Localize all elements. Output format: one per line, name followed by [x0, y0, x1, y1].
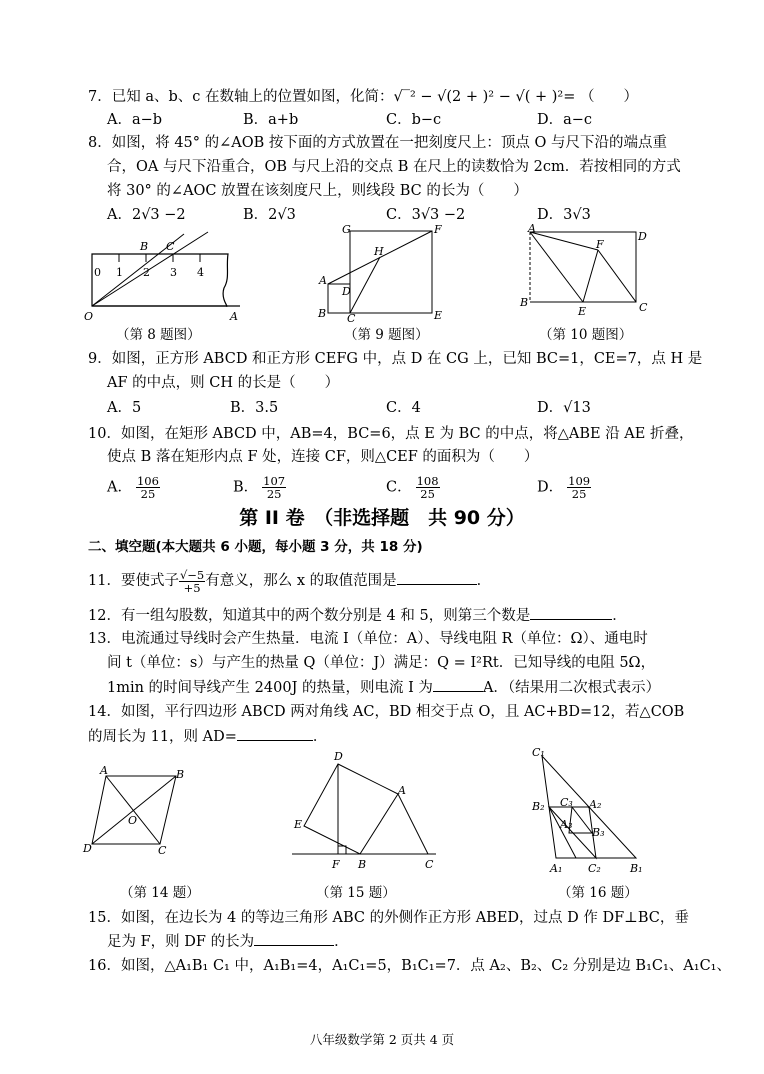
fig9-squares-diagram: [310, 222, 450, 322]
numerator: √−5: [179, 567, 205, 582]
option-label: A．: [107, 479, 132, 496]
fig14-caption: （第 14 题）: [120, 885, 200, 901]
denominator: 25: [420, 487, 435, 501]
q7-option-a: A．a−b: [107, 112, 163, 128]
q12-text: 12．有一组勾股数，知道其中的两个数分别是 4 和 5，则第三个数是: [88, 608, 531, 624]
label-b1: B₁: [630, 862, 643, 875]
segment-af: [530, 232, 598, 250]
fig9-caption: （第 9 题图）: [344, 327, 429, 343]
label-a: A: [528, 222, 536, 235]
ruler-shape: [92, 254, 228, 306]
fig16-caption: （第 16 题）: [558, 885, 638, 901]
q13-line2: 间 t（单位：s）与产生的热量 Q（单位：J）满足：Q = I²Rt．已知导线的电阻 5Ω，: [107, 655, 656, 671]
label-f: F: [596, 238, 604, 251]
label-c: C: [158, 844, 167, 857]
denominator: 25: [140, 487, 156, 501]
q9-option-c: C．4: [386, 400, 421, 416]
option-fraction: [136, 475, 160, 500]
q8-option-a: A．2√3 −2: [107, 207, 186, 223]
q13-line1: 13．电流通过导线时会产生热量．电流 I（单位：A）、导线电阻 R（单位：Ω）、通电时: [88, 631, 648, 647]
option-fraction: [262, 475, 286, 500]
segment-fc: [598, 250, 636, 302]
label-b3: B₃: [592, 826, 605, 839]
label-a1: A₁: [550, 862, 563, 875]
label-a: A: [100, 764, 108, 777]
diagonal-ac: [106, 776, 160, 844]
q14-line1: 14．如图，平行四边形 ABCD 两对角线 AC，BD 相交于点 O，且 AC+BD=12，若△COB: [88, 704, 685, 720]
q10-option-c: [386, 475, 440, 500]
label-c3: C₃: [560, 796, 573, 809]
label-b2: B₂: [532, 800, 545, 813]
q11-end: ．: [476, 573, 492, 589]
numerator: 109: [568, 474, 591, 488]
tick-label-4: 4: [197, 266, 204, 279]
fig14-parallelogram-diagram: [80, 764, 200, 860]
q7-stem: 7．已知 a、b、c 在数轴上的位置如图，化简：√‾² − √(2 + )² − √( + )²= （ ）: [88, 89, 638, 105]
segment-ac: [398, 794, 428, 854]
segment-ae: [530, 232, 583, 302]
option-fraction: [416, 475, 440, 500]
q13-line3: [107, 677, 660, 698]
label-o: O: [84, 310, 94, 323]
page-footer: 八年级数学第 2 页共 4 页: [309, 1032, 455, 1047]
q8-line2: 合，OA 与尺下沿重合，OB 与尺上沿的交点 B 在尺上的读数恰为 2cm．若按相同的方式: [107, 159, 681, 175]
label-b: B: [176, 768, 185, 781]
denominator: +5: [183, 580, 201, 595]
q8-option-b: B．2√3: [243, 207, 296, 223]
answer-blank[interactable]: [254, 931, 334, 946]
q7-option-b: B．a+b: [243, 112, 299, 128]
option-fraction: [567, 475, 591, 500]
label-f: F: [434, 223, 442, 236]
label-a: A: [398, 784, 406, 797]
q8-option-d: D．3√3: [537, 207, 591, 223]
label-b: B: [520, 296, 529, 309]
q12-end: ．: [612, 608, 627, 624]
fig15-caption: （第 15 题）: [316, 885, 396, 901]
label-c: C: [166, 240, 175, 253]
numerator: 106: [136, 474, 159, 488]
label-e: E: [434, 309, 443, 322]
right-angle-mark: [338, 846, 346, 854]
tick-label-2: 2: [143, 266, 150, 279]
option-label: B．: [233, 479, 259, 496]
tick-label-0: 0: [94, 266, 101, 279]
q8-line3: 将 30° 的∠AOC 放置在该刻度尺上，则线段 BC 的长为（ ）: [107, 183, 528, 199]
q10-option-a: [107, 475, 160, 500]
part-heading: 二、填空题(本大题共 6 小题，每小题 3 分，共 18 分): [88, 539, 423, 555]
answer-blank[interactable]: [433, 677, 483, 692]
label-c2: C₂: [588, 862, 601, 875]
denominator: 25: [266, 487, 282, 501]
diagonal-bd: [92, 776, 176, 844]
answer-blank[interactable]: [530, 605, 612, 620]
label-c: C: [425, 858, 434, 871]
q11-after: 有意义，那么 x 的取值范围是: [205, 573, 397, 589]
option-label: C．: [386, 479, 412, 496]
square-abed: [304, 764, 398, 854]
tick-label-3: 3: [170, 266, 177, 279]
fig8-caption: （第 8 题图）: [116, 327, 201, 343]
fig8-ruler-diagram: [80, 228, 250, 324]
label-b: B: [358, 858, 367, 871]
q14-line2-text: 的周长为 11，则 AD=: [88, 729, 237, 745]
fig16-nested-triangles-diagram: [528, 744, 668, 876]
ray-ob: [92, 232, 208, 306]
label-h: H: [374, 245, 384, 258]
numerator: 107: [263, 474, 286, 488]
section-title: 第 II 卷 （非选择题 共 90 分）: [239, 507, 525, 529]
q15-end: ．: [334, 934, 349, 950]
q11-fraction: [179, 569, 205, 594]
q8-line1: 8．如图，将 45° 的∠AOB 按下面的方式放置在一把刻度尺上：顶点 O 与尺下沿的端点重: [88, 135, 668, 151]
label-a3: A₃: [560, 818, 573, 831]
label-e: E: [294, 818, 303, 831]
q14-line2: [88, 726, 327, 747]
q15-line1: 15．如图，在边长为 4 的等边三角形 ABC 的外侧作正方形 ABED，过点 D 作 DF⊥BC，垂: [88, 910, 689, 926]
label-b: B: [140, 240, 149, 253]
q15-line2: [107, 931, 349, 952]
q9-option-a: A．5: [107, 400, 142, 416]
option-label: D．: [537, 479, 564, 496]
q12: [88, 605, 627, 626]
q8-option-c: C．3√3 −2: [386, 207, 466, 223]
label-d: D: [334, 750, 343, 763]
tick-label-1: 1: [116, 266, 123, 279]
label-a: A: [230, 310, 238, 323]
q11-before: 11．要使式子: [88, 573, 179, 589]
q9-option-b: B．3.5: [230, 400, 279, 416]
label-g: G: [342, 223, 351, 236]
q11: [88, 566, 491, 596]
label-c: C: [639, 301, 648, 314]
fig10-rectangle-diagram: [518, 222, 658, 322]
q9-option-d: D．√13: [537, 400, 591, 416]
fig10-caption: （第 10 题图）: [539, 327, 633, 343]
label-f: F: [332, 858, 340, 871]
q10-option-b: [233, 475, 286, 500]
q10-line1: 10．如图，在矩形 ABCD 中，AB=4，BC=6，点 E 为 BC 的中点，将△ABE 沿 AE 折叠，: [88, 426, 694, 442]
answer-blank[interactable]: [397, 570, 477, 585]
label-d: D: [342, 285, 351, 298]
label-d: D: [638, 230, 647, 243]
rect-top-right-bottom: [530, 232, 636, 302]
label-d: D: [83, 842, 92, 855]
label-o: O: [128, 814, 138, 827]
q10-line2: 使点 B 落在矩形内点 F 处，连接 CF，则△CEF 的面积为（ ）: [107, 449, 539, 465]
segment-fe: [583, 250, 598, 302]
q9-line2: AF 的中点，则 CH 的长是（ ）: [107, 375, 340, 391]
square-cefg: [350, 231, 432, 313]
fig15-triangle-square-diagram: [286, 750, 446, 874]
label-b: B: [318, 307, 327, 320]
q13-line3-tail: A．（结果用二次根式表示）: [482, 680, 661, 696]
denominator: 25: [571, 487, 587, 501]
q15-line2-text: 足为 F，则 DF 的长为: [107, 934, 255, 950]
label-c: C: [347, 312, 356, 322]
q16-line1: 16．如图，△A₁B₁ C₁ 中，A₁B₁=4，A₁C₁=5，B₁C₁=7．点 A₂、B₂、C₂ 分别是边 B₁C₁、A₁C₁、: [88, 958, 731, 974]
label-a2: A₂: [589, 798, 602, 811]
q13-line3-text: 1min 的时间导线产生 2400J 的热量，则电流 I 为: [107, 680, 433, 696]
answer-blank[interactable]: [237, 726, 313, 741]
q9-line1: 9．如图，正方形 ABCD 和正方形 CEFG 中，点 D 在 CG 上，已知 BC=1，CE=7，点 H 是: [88, 351, 703, 367]
q7-option-d: D．a−c: [537, 112, 593, 128]
q7-option-c: C．b−c: [386, 112, 442, 128]
q14-end: ．: [312, 729, 328, 745]
label-e: E: [578, 305, 587, 318]
label-c1: C₁: [532, 746, 545, 759]
label-a: A: [319, 274, 327, 287]
numerator: 108: [416, 474, 439, 488]
q10-option-d: [537, 475, 591, 500]
